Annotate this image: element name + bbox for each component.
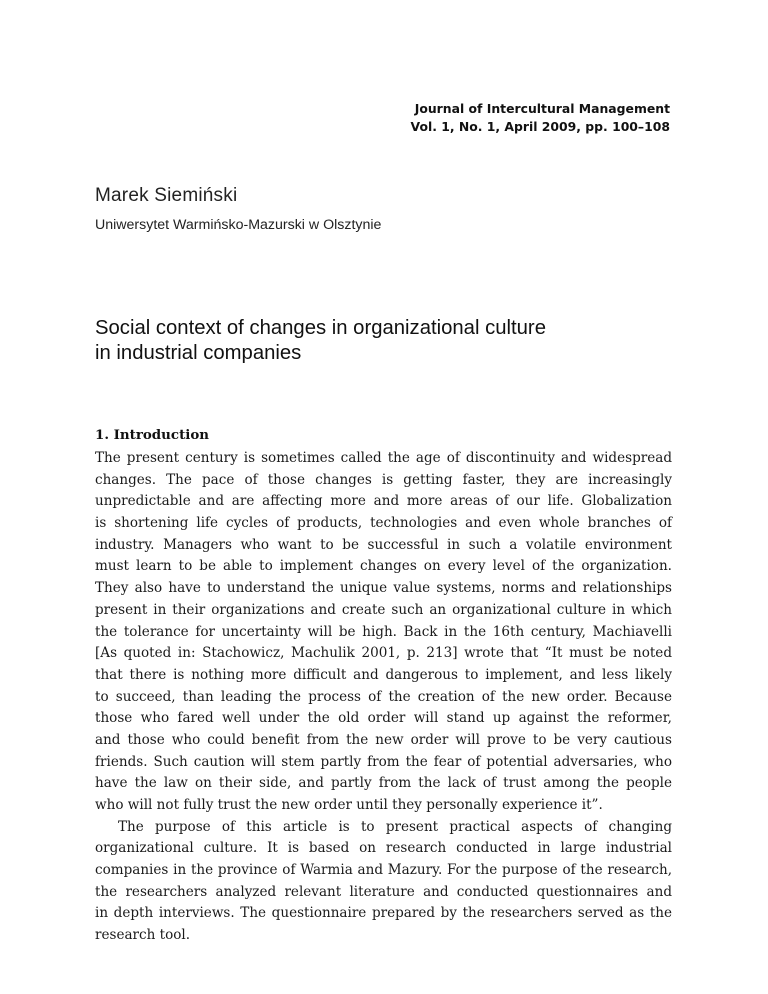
paragraph-1 — [95, 448, 672, 817]
text-line: unpredictable and are affecting more and more areas of our life. Globalization — [95, 493, 672, 510]
text-line: companies in the province of Warmia and Mazury. For the purpose of the research, — [95, 862, 672, 879]
volume-info: Vol. 1, No. 1, April 2009, pp. 100–108 — [410, 119, 670, 134]
journal-name: Journal of Intercultural Management — [414, 101, 670, 116]
body-text — [95, 448, 672, 947]
text-line: who will not fully trust the new order until they personally experience it”. — [95, 797, 603, 813]
text-line: must learn to be able to implement changes on every level of the organization. — [95, 558, 672, 575]
title-line: in industrial companies — [95, 342, 302, 364]
text-line: to succeed, than leading the process of the creation of the new order. Because — [95, 688, 672, 705]
text-line: industry. Managers who want to be successful in such a volatile environment — [95, 536, 672, 553]
text-line: those who fared well under the old order will stand up against the reformer, — [95, 710, 672, 727]
text-line: changes. The pace of those changes is getting faster, they are increasingly — [95, 471, 672, 488]
text-line: [As quoted in: Stachowicz, Machulik 2001, p. 213] wrote that “It must be noted — [95, 645, 672, 662]
text-line: research tool. — [95, 927, 191, 944]
text-line: present in their organizations and create such an organizational culture in which — [95, 601, 672, 618]
text-line: is shortening life cycles of products, technologies and even whole branches of — [95, 515, 672, 532]
section-heading: 1. Introduction — [95, 427, 210, 443]
author-name: Marek Siemiński — [95, 185, 238, 206]
article-title — [95, 316, 695, 366]
text-line: friends. Such caution will stem partly from the fear of potential adversaries, who — [95, 753, 672, 770]
journal-header — [411, 100, 670, 136]
text-line: that there is nothing more difficult and dangerous to implement, and less likely — [95, 666, 672, 683]
text-line: The present century is sometimes called the age of discontinuity and widespread — [95, 450, 672, 466]
text-line: They also have to understand the unique value systems, norms and relationships — [95, 580, 672, 597]
text-line: in depth interviews. The questionnaire prepared by the researchers served as the — [95, 905, 672, 922]
author-affiliation: Uniwersytet Warmińsko-Mazurski w Olsztynie — [95, 217, 382, 233]
text-line: have the law on their side, and partly from the lack of trust among the people — [95, 775, 672, 792]
text-line: and those who could benefit from the new order will prove to be very cautious — [95, 731, 672, 748]
paragraph-2 — [95, 817, 672, 947]
text-line: the tolerance for uncertainty will be high. Back in the 16th century, Machiavelli — [95, 623, 672, 640]
text-line: organizational culture. It is based on research conducted in large industrial — [95, 840, 672, 857]
title-line: Social context of changes in organizational culture — [95, 317, 546, 339]
text-line: the researchers analyzed relevant literature and conducted questionnaires and — [95, 883, 672, 900]
text-line: The purpose of this article is to present practical aspects of changing — [118, 818, 672, 835]
